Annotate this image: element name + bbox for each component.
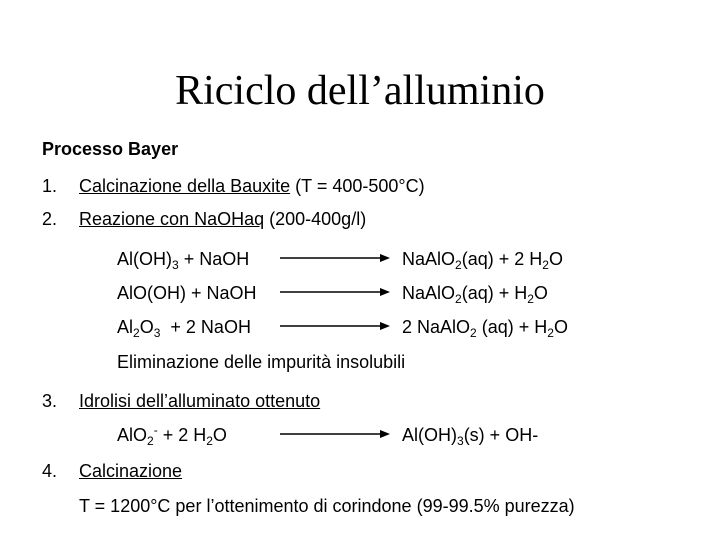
step-4	[79, 462, 182, 480]
step-3-number: 3.	[42, 391, 58, 411]
reaction-3-arrow	[280, 320, 390, 332]
step-4-number: 4.	[42, 461, 58, 481]
step-1-label: Calcinazione della Bauxite	[79, 176, 291, 196]
reaction-2-arrow	[280, 286, 390, 298]
step-2	[79, 210, 366, 228]
step-4-label: Calcinazione	[79, 461, 183, 481]
impurities-note: Eliminazione delle impurità insolubili	[117, 352, 406, 372]
step-3	[79, 392, 320, 410]
step-2-label: Reazione con NaOHaq	[79, 209, 265, 229]
section-heading: Processo Bayer	[42, 139, 179, 159]
step-1	[79, 177, 425, 195]
reaction-3-products: 2 NaAlO$_2$ $(aq) + H_2O$	[402, 317, 568, 340]
slide-title: Riciclo dell’alluminio	[175, 68, 545, 114]
step-1-number: 1.	[42, 176, 58, 196]
reaction-1-arrow	[280, 252, 390, 264]
reaction-1-products: NaAlO$_2$(aq) + 2 $H_2O$	[402, 249, 563, 272]
step-3-label: Idrolisi dell’alluminato ottenuto	[79, 391, 321, 411]
step-2-note: (200-400g/l)	[269, 209, 367, 229]
reaction-4-products: $Al(OH)_3(s) + OH-$	[402, 425, 539, 448]
reaction-2-reactants: AlO(OH) + NaOH	[117, 283, 257, 303]
step-2-number: 2.	[42, 209, 58, 229]
step-1-note: (T = 400-500°C)	[295, 176, 425, 196]
reaction-1-reactants: $Al(OH)_3$ + NaOH	[117, 249, 250, 272]
reaction-4-reactants: AlO$_2$- + 2 $H_2O$	[117, 423, 227, 448]
final-note: T = 1200°C per l’ottenimento di corindone (99-99.5% purezza)	[79, 496, 575, 516]
reaction-3-reactants: $Al_2O_3 + 2$ NaOH	[117, 317, 251, 340]
reaction-2-products: NaAlO$_2$(aq) + $H_2O$	[402, 283, 548, 306]
reaction-4-arrow	[280, 428, 390, 440]
